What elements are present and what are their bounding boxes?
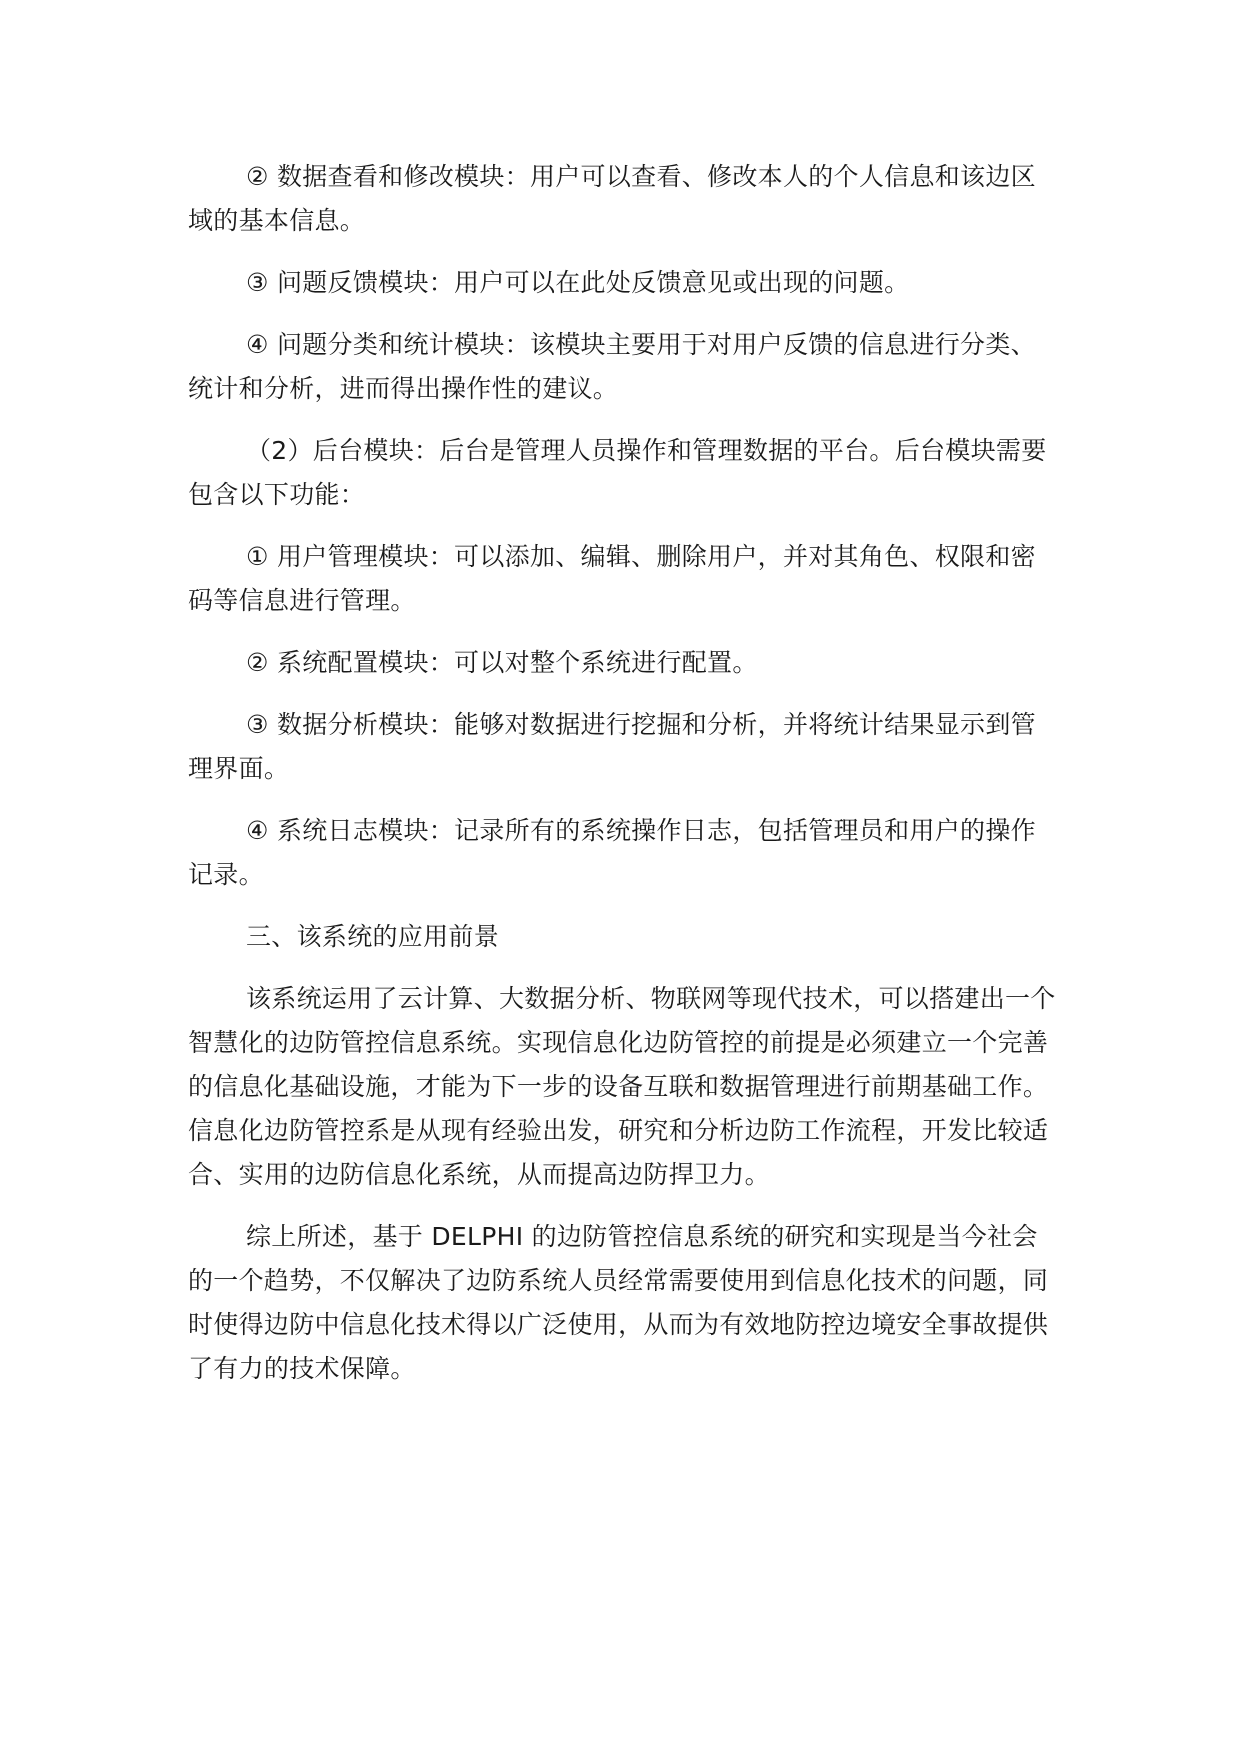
document-body: [188, 155, 1058, 1391]
paragraph-data-view-module: ② 数据查看和修改模块：用户可以查看、修改本人的个人信息和该边区域的基本信息。: [188, 162, 1036, 235]
paragraph-system-config-module: ② 系统配置模块：可以对整个系统进行配置。: [246, 648, 758, 677]
section-heading-application-prospects: 三、该系统的应用前景: [246, 922, 500, 951]
paragraph-data-analysis-module: ③ 数据分析模块：能够对数据进行挖掘和分析，并将统计结果显示到管理界面。: [188, 710, 1036, 783]
paragraph-application-prospects: 该系统运用了云计算、大数据分析、物联网等现代技术，可以搭建出一个智慧化的边防管控信息系统。实现信息化边防管控的前提是必须建立一个完善的信息化基础设施，才能为下一步的设备互联和数据管理进行前期基础工作。信息化边防管控系是从现有经验出发，研究和分析边防工作流程，开发比较适合、实用的边防信息化系统，从而提高边防捍卫力。: [188, 984, 1056, 1189]
paragraph-system-log-module: ④ 系统日志模块：记录所有的系统操作日志，包括管理员和用户的操作记录。: [188, 816, 1036, 889]
paragraph-user-management-module: ① 用户管理模块：可以添加、编辑、删除用户，并对其角色、权限和密码等信息进行管理。: [188, 542, 1036, 615]
paragraph-feedback-module: ③ 问题反馈模块：用户可以在此处反馈意见或出现的问题。: [246, 268, 910, 297]
paragraph-conclusion: 综上所述，基于 DELPHI 的边防管控信息系统的研究和实现是当今社会的一个趋势，不仅解决了边防系统人员经常需要使用到信息化技术的问题，同时使得边防中信息化技术得以广泛使用，从而为有效地防控边境安全事故提供了有力的技术保障。: [188, 1222, 1049, 1383]
paragraph-classification-module: ④ 问题分类和统计模块：该模块主要用于对用户反馈的信息进行分类、统计和分析，进而得出操作性的建议。: [188, 330, 1036, 403]
paragraph-backend-module: （2）后台模块：后台是管理人员操作和管理数据的平台。后台模块需要包含以下功能：: [188, 436, 1047, 509]
